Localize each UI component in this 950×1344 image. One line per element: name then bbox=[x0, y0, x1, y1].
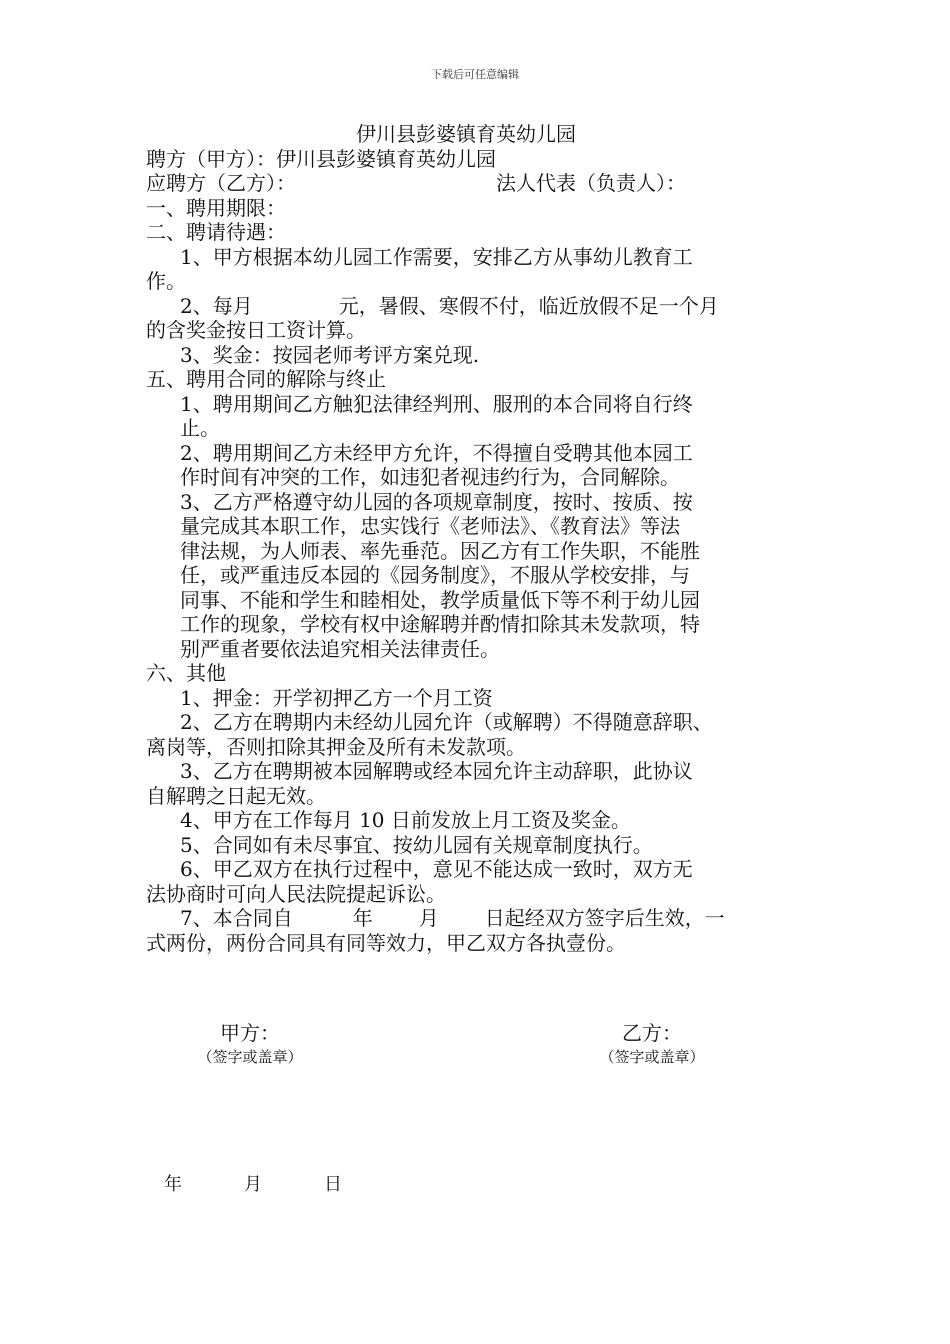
header-note: 下载后可任意编辑 bbox=[431, 68, 519, 81]
term-item-3-l5: 同事、不能和学生和睦相处，教学质量低下等不利于幼儿园 bbox=[180, 587, 700, 612]
term-item-3-l2: 量完成其本职工作，忠实饯行《老师法》、《教育法》等法 bbox=[180, 514, 680, 538]
termination-items bbox=[146, 392, 826, 662]
term-item-3-l3: 律法规，为人师表、率先垂范。因乙方有工作失职，不能胜 bbox=[180, 538, 700, 563]
document-title: 伊川县彭婆镇育英幼儿园 bbox=[356, 122, 576, 146]
other-item-5: 5、合同如有未尽事宜、按幼儿园有关规章制度执行。 bbox=[180, 832, 653, 857]
party-b-label: 乙方： bbox=[622, 1021, 682, 1045]
other-item-7-prefix: 7、本合同自 bbox=[180, 906, 293, 930]
comp-item-2-cont: 的含奖金按日工资计算。 bbox=[146, 318, 366, 342]
other-item-6: 6、甲乙双方在执行过程中，意见不能达成一致时，双方无 bbox=[180, 857, 693, 881]
party-b-sign-hint: （签字或盖章） bbox=[599, 1048, 705, 1066]
section-termination: 五、聘用合同的解除与终止 bbox=[146, 367, 386, 391]
section-other: 六、其他 bbox=[146, 661, 226, 685]
term-item-3-l7: 别严重者要依法追究相关法律责任。 bbox=[180, 636, 500, 661]
employee-line bbox=[146, 171, 826, 196]
signing-date bbox=[164, 1170, 342, 1196]
section-term: 一、聘用期限： bbox=[146, 195, 286, 220]
other-item-7-suffix: 日起经双方签字后生效，一 bbox=[484, 906, 725, 930]
employer-line: 聘方（甲方）：伊川县彭婆镇育英幼儿园 bbox=[146, 146, 496, 171]
term-item-1-cont: 止。 bbox=[180, 416, 220, 440]
comp-item-1: 1、甲方根据本幼儿园工作需要，安排乙方从事幼儿教育工 bbox=[180, 244, 693, 269]
term-item-2: 2、聘用期间乙方未经甲方允许，不得擅自受聘其他本园工 bbox=[180, 440, 693, 465]
other-item-3-cont: 自解聘之日起无效。 bbox=[146, 783, 326, 808]
other-item-7-year: 年 bbox=[352, 906, 373, 930]
party-b-signature bbox=[582, 1020, 722, 1068]
term-item-2-cont: 作时间有冲突的工作，如违犯者视违约行为，合同解除。 bbox=[180, 465, 680, 489]
other-item-2: 2、乙方在聘期内未经幼儿园允许（或解聘）不得随意辞职、 bbox=[180, 710, 713, 734]
date-month-label: 月 bbox=[244, 1174, 262, 1195]
legal-rep-label: 法人代表（负责人）： bbox=[496, 171, 686, 195]
section-compensation: 二、聘请待遇： bbox=[146, 220, 286, 244]
term-item-3-l4: 任，或严重违反本园的《园务制度》，不服从学校安排，与 bbox=[180, 563, 690, 587]
employee-label: 应聘方（乙方）： bbox=[146, 171, 296, 195]
comp-item-2-prefix: 2、每月 bbox=[180, 293, 253, 318]
date-year-label: 年 bbox=[164, 1174, 182, 1195]
comp-item-1-cont: 作。 bbox=[146, 269, 186, 293]
date-day-label: 日 bbox=[324, 1174, 342, 1195]
other-item-1: 1、押金：开学初押乙方一个月工资 bbox=[180, 685, 493, 710]
term-item-3-l6: 工作的现象，学校有权中途解聘并酌情扣除其未发款项，特 bbox=[180, 612, 700, 636]
other-item-7-cont: 式两份，两份合同具有同等效力，甲乙双方各执壹份。 bbox=[146, 930, 626, 955]
comp-item-2 bbox=[146, 294, 826, 319]
other-item-4: 4、甲方在工作每月 10 日前发放上月工资及奖金。 bbox=[180, 808, 631, 832]
party-a-signature bbox=[180, 1020, 320, 1068]
party-a-sign-hint: （签字或盖章） bbox=[197, 1048, 303, 1066]
other-item-2-cont: 离岗等，否则扣除其押金及所有未发款项。 bbox=[146, 734, 526, 759]
comp-item-2-suffix: 元，暑假、寒假不付，临近放假不足一个月 bbox=[338, 293, 719, 318]
party-a-label: 甲方： bbox=[220, 1021, 280, 1045]
other-item-7-month: 月 bbox=[418, 906, 439, 930]
comp-item-3: 3、奖金：按园老师考评方案兑现. bbox=[180, 342, 480, 367]
contract-body bbox=[146, 122, 826, 955]
term-item-1: 1、聘用期间乙方触犯法律经判刑、服刑的本合同将自行终 bbox=[180, 391, 693, 416]
other-item-3: 3、乙方在聘期被本园解聘或经本园允许主动辞职，此协议 bbox=[180, 759, 693, 783]
other-item-7 bbox=[146, 906, 826, 931]
term-item-3: 3、乙方严格遵守幼儿园的各项规章制度，按时、按质、按 bbox=[180, 489, 693, 514]
other-item-6-cont: 法协商时可向人民法院提起诉讼。 bbox=[146, 881, 446, 906]
